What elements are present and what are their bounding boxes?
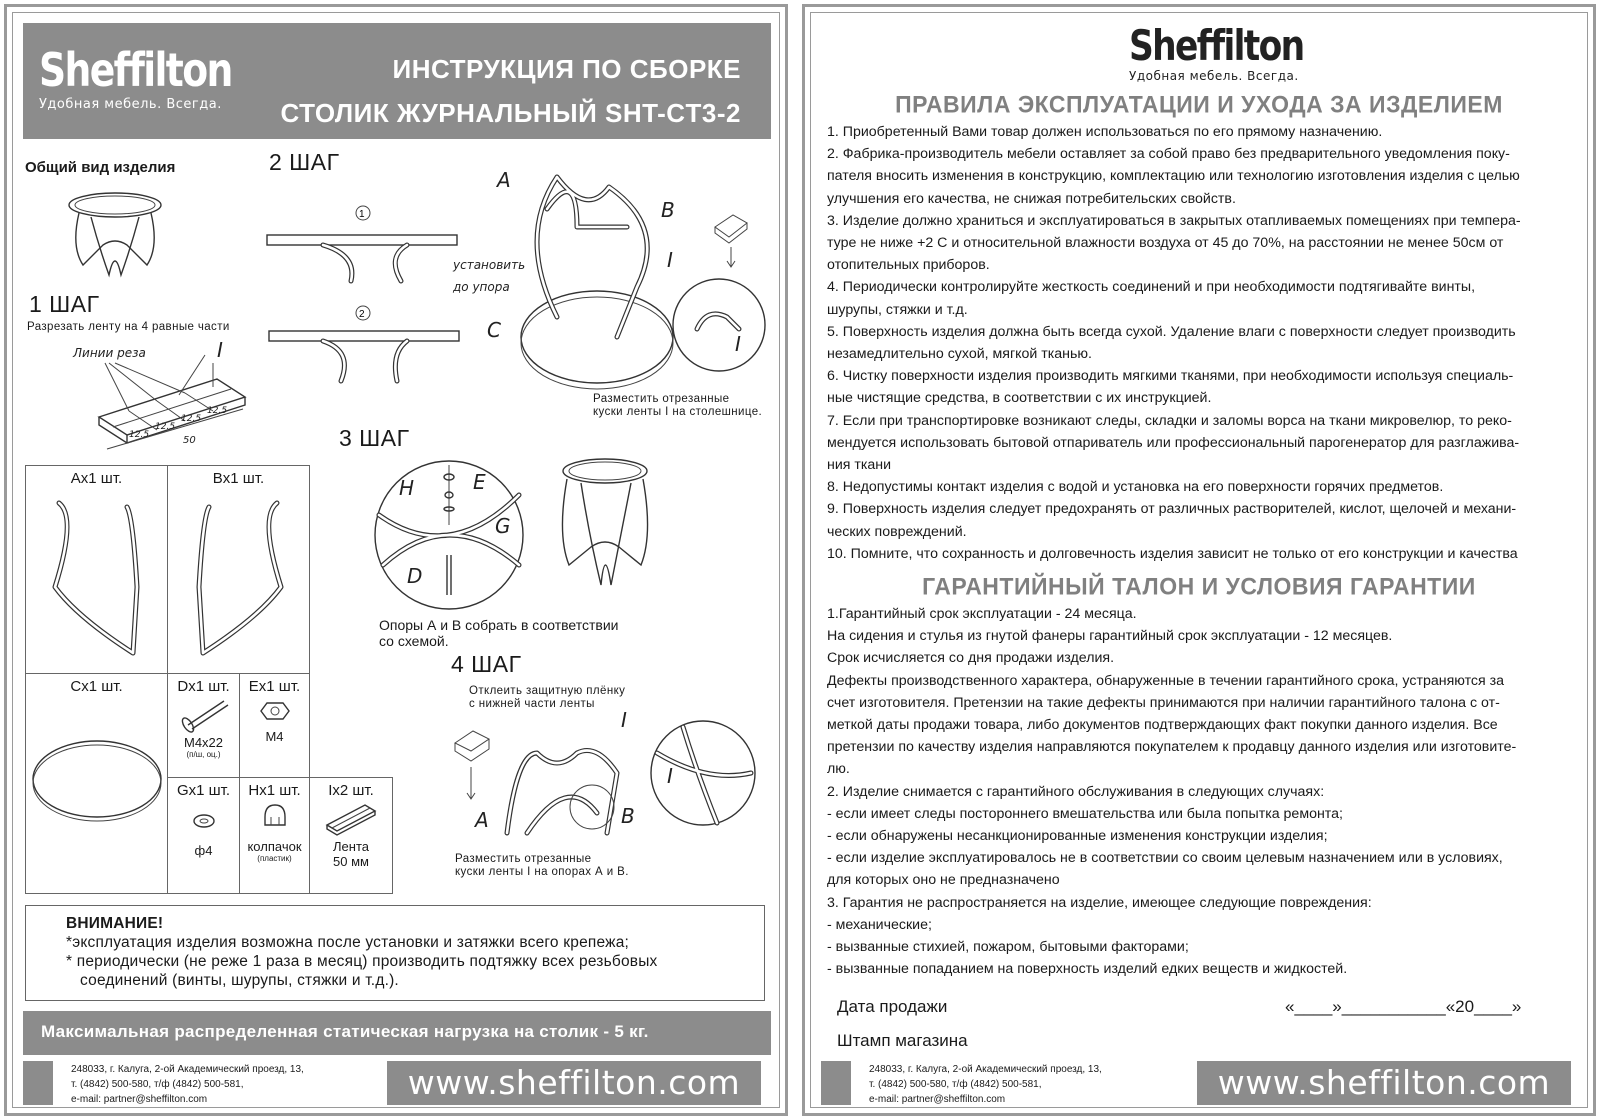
cap-nut-icon <box>255 799 295 835</box>
step2-num2: 2 <box>359 309 365 320</box>
warranty-line: - если изделие эксплуатировалось не в соответствии со своим целевым назначением или в условиях, <box>827 850 1503 867</box>
part-d-caption: M4x22 <box>183 735 224 750</box>
footer-square <box>23 1061 53 1105</box>
care-rule-line: мендуется использовать бытовой отпариватель или профессиональный парогенератор для разглажива- <box>827 434 1520 451</box>
warranty-line: 1.Гарантийный срок эксплуатации - 24 месяца. <box>827 606 1137 622</box>
care-rule-line: туре не ниже +2 С и относительной влажности воздуха от 45 до 70%, на расстоянии не менее 50см от <box>827 235 1504 252</box>
step3-drawing <box>369 455 669 615</box>
step2-letter-a: A <box>497 168 511 192</box>
care-rule-line: отопительных приборов. <box>827 257 990 274</box>
step4-note-line2: с нижней части ленты <box>469 698 595 710</box>
part-h-label: Hx1 шт. <box>248 782 301 799</box>
warning-title: ВНИМАНИЕ! <box>66 915 164 932</box>
washer-icon <box>184 799 224 839</box>
warranty-line: счет изготовителя. Претензии на такие дефекты принимаются при наличии гарантийного талона с от- <box>827 694 1500 711</box>
part-b-label: Bx1 шт. <box>212 470 265 487</box>
step2-caption-line1: Разместить отрезанные <box>593 393 730 405</box>
care-rule-line: 1. Приобретенный Вами товар должен использоваться по его прямому назначению. <box>827 124 1383 140</box>
care-rules-list <box>827 121 1569 565</box>
part-a-drawing <box>37 487 157 663</box>
care-rule-line: пателя вносить изменения в конструкцию, комплектацию или технологию изготовления изделия с целью <box>827 168 1520 185</box>
care-rules-heading: ПРАВИЛА ЭКСПЛУАТАЦИИ И УХОДА ЗА ИЗДЕЛИЕМ <box>895 90 1503 118</box>
warranty-line: На сидения и стулья из гнутой фанеры гарантийный срок эксплуатации - 12 месяцев. <box>827 628 1393 645</box>
assembly-instruction-page <box>4 4 788 1116</box>
website-url: www.sheffilton.com <box>387 1061 761 1105</box>
step4-note-line1: Отклеить защитную плёнку <box>469 685 626 697</box>
part-g-label: Gx1 шт. <box>176 782 231 799</box>
warranty-line: для которых оно не предназначено <box>827 872 1060 889</box>
step2-letter-i1: I <box>667 248 673 272</box>
care-rule-line: 5. Поверхность изделия должна быть всегда сухой. Удаление влаги с поверхности следует производить <box>827 323 1516 340</box>
logo <box>39 43 274 112</box>
care-rule-line: незамедлительно сухой, мягкой тканью. <box>827 346 1092 363</box>
step4-letter-b: B <box>621 804 635 828</box>
part-c-drawing <box>27 709 167 859</box>
footer-address <box>71 1062 304 1107</box>
step4-letter-i2: I <box>667 764 673 788</box>
address-email-right: e-mail: partner@sheffilton.com <box>869 1094 1006 1105</box>
left-footer <box>23 1061 771 1109</box>
warranty-line: 3. Гарантия не распространяется на изделие, имеющее следующие повреждения: <box>827 894 1372 911</box>
part-i-cell <box>310 778 393 894</box>
step3-caption-line1: Опоры А и В собрать в соответствии <box>379 617 619 633</box>
part-g-cell <box>168 778 240 894</box>
warning-box <box>25 905 765 1001</box>
step2-caption <box>593 393 762 419</box>
address-line2-right: т. (4842) 500-580, т/ф (4842) 500-581, <box>869 1079 1042 1090</box>
warranty-line: - вызванные стихией, пожаром, бытовыми факторами; <box>827 939 1189 956</box>
care-rule-line: ные чистящие средства, в соответствии с их инструкцией. <box>827 390 1212 407</box>
part-e-cell <box>240 674 310 778</box>
care-rule-line: 3. Изделие должно храниться и эксплуатироваться в закрытых отапливаемых помещениях при темпера- <box>827 212 1521 229</box>
footer-square-right <box>821 1061 851 1105</box>
step4-letter-i1: I <box>621 708 627 732</box>
website-url-right: www.sheffilton.com <box>1197 1061 1571 1105</box>
warranty-line: 2. Изделие снимается с гарантийного обслуживания в следующих случаях: <box>827 783 1325 800</box>
step2-title: 2 ШАГ <box>269 149 340 175</box>
part-a-label: Ax1 шт. <box>70 470 123 487</box>
warranty-line: - если обнаружены несанкционированные изменения конструкции изделия; <box>827 828 1328 845</box>
step3-letter-g: G <box>495 514 511 538</box>
care-rule-line: ческих повреждений. <box>827 523 967 540</box>
sale-date-label: Дата продажи <box>837 997 948 1016</box>
part-c-label: Cx1 шт. <box>70 678 123 695</box>
logo-tagline-right: Удобная мебель. Всегда. <box>1129 69 1299 83</box>
header-bar <box>23 23 771 139</box>
table-empty-1 <box>310 466 393 674</box>
part-d-sub: (п/ш, оц.) <box>186 750 221 759</box>
part-i-caption-1: Лента <box>333 839 369 854</box>
document-title <box>280 47 741 135</box>
warranty-terms-list <box>827 603 1569 980</box>
dim-1: 12.5 <box>129 430 150 440</box>
part-d-cell <box>168 674 240 778</box>
step4-title: 4 ШАГ <box>451 651 522 677</box>
step3-caption-line2: со схемой. <box>379 633 449 649</box>
part-h-cell <box>240 778 310 894</box>
tape-label-i: I <box>217 338 223 362</box>
table-empty-2 <box>310 674 393 778</box>
care-rule-line: 9. Поверхность изделия следует предохранять от различных растворителей, кислот, щелочей и механи- <box>827 501 1517 518</box>
warranty-line: меткой даты продажи товара, либо документов подтверждающих факт покупки данного изделия. Все <box>827 717 1498 734</box>
logo-word: Sheffilton <box>39 43 232 97</box>
step1-title: 1 ШАГ <box>29 291 100 317</box>
parts-table <box>25 465 393 894</box>
dim-2: 12.5 <box>155 422 176 432</box>
warning-line2: * периодически (не реже 1 раза в месяц) производить подтяжку всех резьбовых <box>66 953 658 970</box>
part-i-caption-2: 50 мм <box>333 854 369 869</box>
warning-line1: *эксплуатация изделия возможна после установки и затяжки всего крепежа; <box>66 934 630 951</box>
part-g-caption: ф4 <box>194 843 213 858</box>
step3-letter-h: H <box>399 476 415 500</box>
right-footer <box>821 1061 1579 1109</box>
care-rule-line: 10. Помните, что сохранность и долговечность изделия зависит не только от его конструкции и качества <box>827 545 1518 562</box>
sale-date-field: «____»___________«20____» <box>1285 997 1522 1016</box>
warranty-heading: ГАРАНТИЙНЫЙ ТАЛОН И УСЛОВИЯ ГАРАНТИИ <box>922 572 1476 600</box>
logo-right <box>1129 21 1342 83</box>
part-d-label: Dx1 шт. <box>177 678 230 695</box>
part-b-drawing <box>179 487 299 663</box>
part-h-caption: колпачок <box>247 839 302 854</box>
care-rule-line: шурупы, стяжки и т.д. <box>827 301 968 318</box>
step2-letter-i2: I <box>735 332 741 356</box>
part-a-cell <box>26 466 168 674</box>
max-load-banner: Максимальная распределенная статическая нагрузка на столик - 5 кг. <box>23 1011 771 1055</box>
part-e-label: Ex1 шт. <box>248 678 301 695</box>
address-email: e-mail: partner@sheffilton.com <box>71 1094 208 1105</box>
step4-note <box>469 685 625 711</box>
address-line2: т. (4842) 500-580, т/ф (4842) 500-581, <box>71 1079 244 1090</box>
warranty-line: Срок исчисляется со дня продажи изделия. <box>827 650 1115 667</box>
step4-letter-a: A <box>475 808 489 832</box>
step1-tape-drawing <box>67 337 257 467</box>
length-dim: 50 <box>183 435 196 446</box>
nut-icon <box>255 695 295 725</box>
part-i-label: Ix2 шт. <box>328 782 374 799</box>
screw-icon <box>174 695 234 731</box>
part-e-caption: M4 <box>265 729 284 744</box>
title-line1: ИНСТРУКЦИЯ ПО СБОРКЕ <box>392 54 741 84</box>
part-h-sub: (пластик) <box>257 854 292 863</box>
warranty-line: претензии по качеству изделия направляются покупателем к продавцу данного изделия или изготовите- <box>827 739 1517 756</box>
warranty-line: Дефекты производственного характера, обнаруженные в течении гарантийного срока, устраняются за <box>827 672 1505 689</box>
step3-letter-d: D <box>407 564 423 588</box>
step2-caption-line2: куски ленты I на столешнице. <box>593 406 763 418</box>
general-view-drawing <box>57 187 177 287</box>
care-rule-line: 7. Если при транспортировке возникают следы, складки и заломы ворса на ткани микровелюр, то реко- <box>827 412 1512 429</box>
footer-address-right <box>869 1062 1102 1107</box>
step2-letter-b: B <box>661 198 675 222</box>
care-rule-line: 2. Фабрика-производитель мебели оставляет за собой право без предварительного уведомления поку- <box>827 146 1510 163</box>
general-view-title: Общий вид изделия <box>25 159 176 176</box>
step1-note: Разрезать ленту на 4 равные части <box>27 321 230 333</box>
logo-tagline: Удобная мебель. Всегда. <box>39 97 222 112</box>
care-rule-line: 6. Чистку поверхности изделия производить мягкими тканями, при необходимости используя специаль- <box>827 368 1514 385</box>
warranty-line: - если имеет следы постороннего вмешательства или была попытка ремонта; <box>827 805 1343 822</box>
part-c-cell <box>26 674 168 894</box>
until-stop-label: до упора <box>453 280 510 294</box>
step3-title: 3 ШАГ <box>339 425 410 451</box>
dim-4: 12.5 <box>207 406 228 416</box>
shop-stamp-label: Штамп магазина <box>837 1031 968 1050</box>
logo-word-right: Sheffilton <box>1129 21 1304 70</box>
step3-caption <box>379 617 619 649</box>
step2-letter-c: C <box>487 318 501 342</box>
warranty-line: лю. <box>827 761 850 778</box>
step2-num1: 1 <box>359 209 365 220</box>
step4-caption <box>455 853 629 879</box>
care-rule-line: ния ткани <box>827 457 892 474</box>
warranty-line: - механические; <box>827 916 932 933</box>
warning-line3: соединений (винты, шурупы, стяжки и т.д.). <box>80 972 399 989</box>
part-b-cell <box>168 466 310 674</box>
care-warranty-page <box>802 4 1596 1116</box>
cut-lines-label: Линии реза <box>73 346 146 360</box>
step3-letter-e: E <box>473 470 486 494</box>
step4-drawing <box>447 708 767 863</box>
care-rule-line: 8. Недопустимы контакт изделия с водой и установка на его поверхности горячих предметов. <box>827 479 1444 496</box>
warranty-line: - вызванные попаданием на поверхность изделий едких веществ и жидкостей. <box>827 961 1348 978</box>
step4-caption-line2: куски ленты I на опорах А и В. <box>455 866 629 878</box>
dim-3: 12.5 <box>181 414 202 424</box>
care-rule-line: 4. Периодически контролируйте жесткость соединений и при необходимости подтягивайте винты, <box>827 279 1476 296</box>
address-line1: 248033, г. Калуга, 2-ой Академический проезд, 13, <box>71 1064 304 1075</box>
step4-caption-line1: Разместить отрезанные <box>455 853 592 865</box>
tape-icon <box>321 799 381 835</box>
title-line2: СТОЛИК ЖУРНАЛЬНЫЙ SHT-CT3-2 <box>280 98 741 128</box>
install-label: установить <box>453 258 526 272</box>
address-line1-right: 248033, г. Калуга, 2-ой Академический проезд, 13, <box>869 1064 1102 1075</box>
care-rule-line: улучшения его качества, не снижая потребительских свойств. <box>827 190 1236 207</box>
